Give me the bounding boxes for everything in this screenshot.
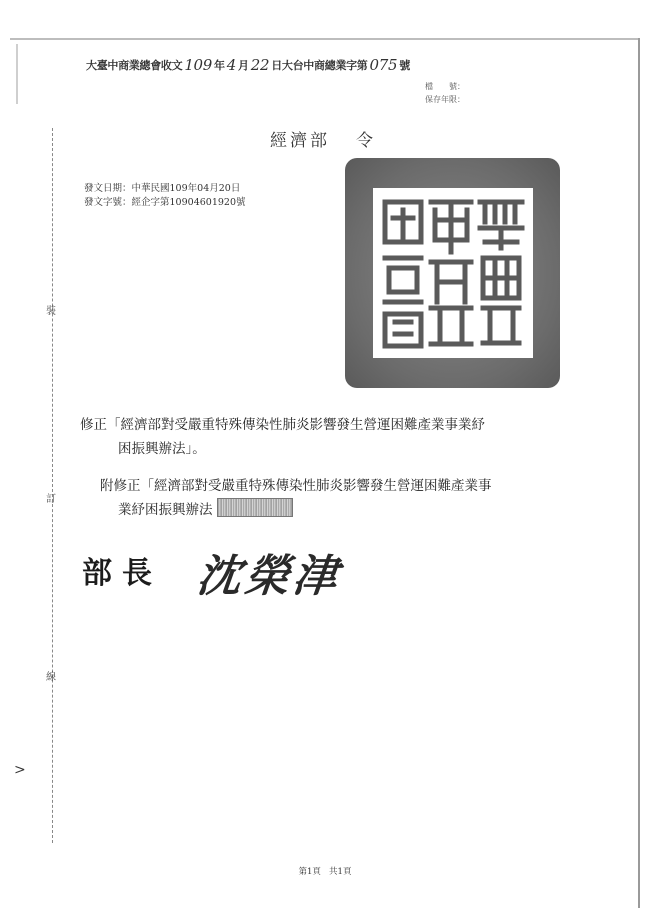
page-edge-right xyxy=(638,38,640,908)
order-body xyxy=(80,413,560,461)
binding-line xyxy=(52,128,54,843)
document-title xyxy=(270,126,376,151)
receipt-year-unit: 年 xyxy=(214,59,225,72)
minister-signature: 沈榮津 xyxy=(194,551,344,602)
receipt-number: 075 xyxy=(369,56,398,74)
attach-line-2: 業紓困振興辦法 xyxy=(118,502,213,518)
attachment-note xyxy=(100,474,560,522)
footer-total: 共1頁 xyxy=(329,867,352,877)
issue-date-value: 中華民國109年04月20日 xyxy=(131,183,241,194)
page-edge-top xyxy=(10,38,640,40)
footer-page: 第1頁 xyxy=(298,867,321,877)
order-line-1: 修正「經濟部對受嚴重特殊傳染性肺炎影響發生營運困難產業事業紓 xyxy=(80,417,485,433)
order-line-2: 困振興辦法」。 xyxy=(118,441,206,457)
official-seal xyxy=(345,158,560,388)
minister-title: 部長 xyxy=(82,556,162,591)
issue-info xyxy=(84,182,246,210)
receipt-month-unit: 月 xyxy=(238,59,249,72)
title-org: 經濟部 xyxy=(270,131,330,151)
issue-date-label: 發文日期： xyxy=(84,183,132,194)
binding-mark-3: 線 xyxy=(46,672,56,683)
file-meta xyxy=(425,80,465,106)
seal-glyph-art xyxy=(345,158,560,388)
receipt-year: 109 xyxy=(184,56,213,74)
binding-mark-2: 訂 xyxy=(46,494,56,505)
receipt-suffix: 號 xyxy=(399,59,410,72)
binding-mark-1: 裝 xyxy=(46,306,56,317)
title-type: 令 xyxy=(356,131,376,151)
stamp-icon xyxy=(217,498,293,517)
file-no-label: 檔 號： xyxy=(425,82,465,91)
receipt-day-unit: 日 xyxy=(271,59,282,72)
receipt-stamp xyxy=(86,52,410,78)
receipt-day: 22 xyxy=(250,56,270,74)
attach-line-1: 附修正「經濟部對受嚴重特殊傳染性肺炎影響發生營運困難產業事 xyxy=(100,478,492,494)
issue-no-label: 發文字號： xyxy=(84,197,132,208)
page-footer xyxy=(0,865,650,877)
retention-label: 保存年限： xyxy=(425,95,465,104)
receipt-month: 4 xyxy=(226,56,236,74)
issue-no-value: 經企字第10904601920號 xyxy=(131,197,246,208)
side-arrow-mark: > xyxy=(14,762,26,778)
receipt-doc-prefix: 大台中商總業字第 xyxy=(281,59,368,72)
receipt-prefix: 大臺中商業總會收文 xyxy=(86,59,183,72)
page-edge-left xyxy=(16,44,18,104)
